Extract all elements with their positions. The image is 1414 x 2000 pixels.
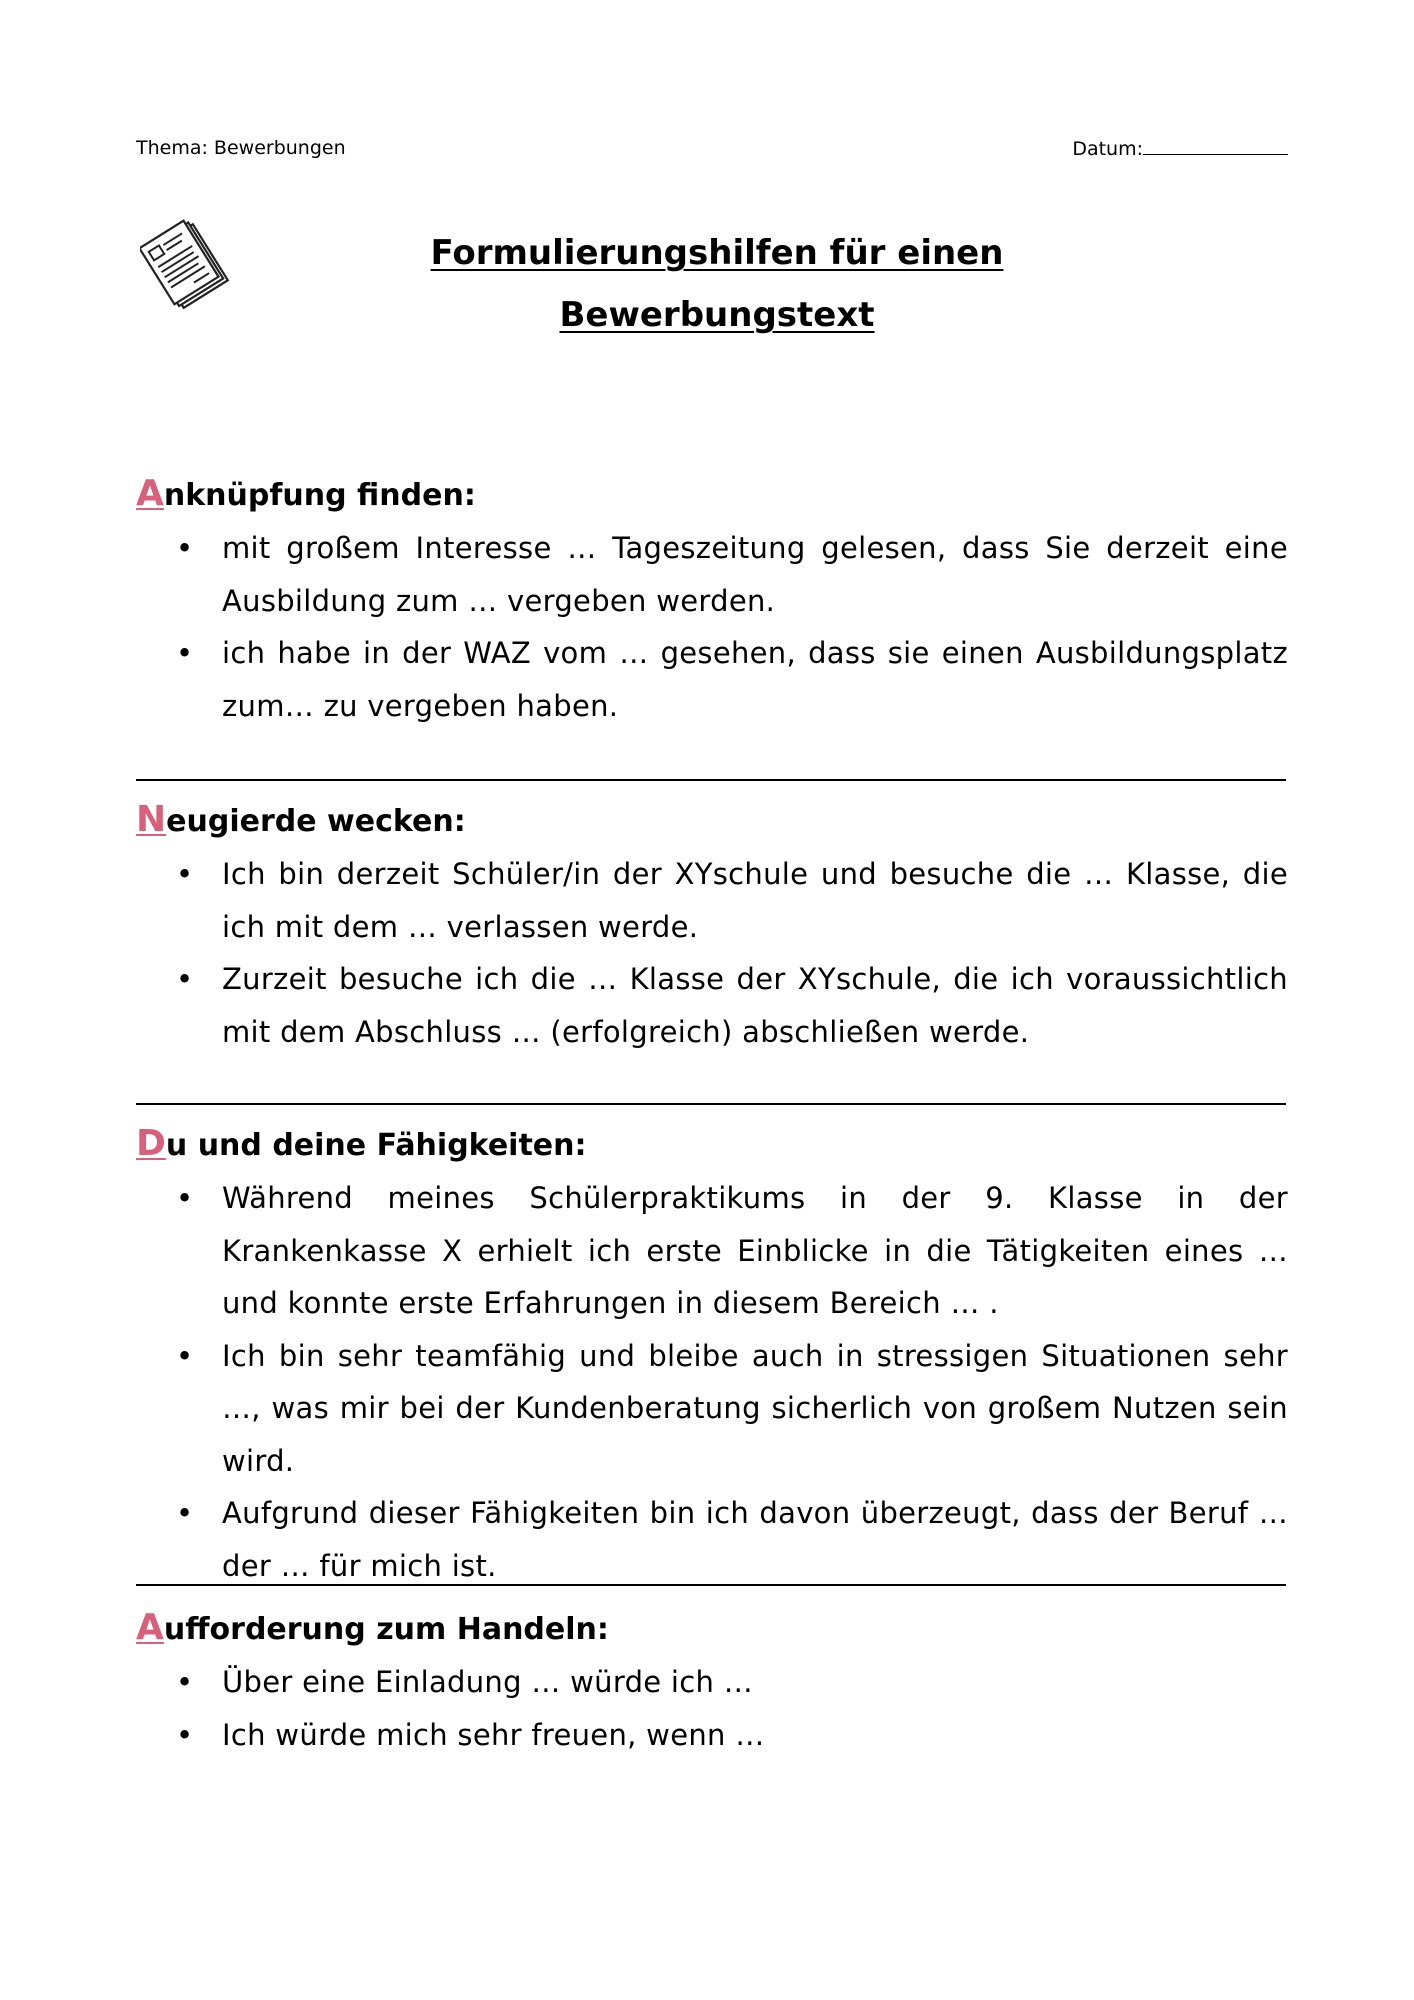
heading-initial: D <box>136 1123 166 1164</box>
section-heading <box>136 474 1288 516</box>
heading-text: u und deine Fähigkeiten: <box>165 1128 587 1163</box>
section-divider <box>136 1103 1286 1105</box>
section-anknuepfung <box>136 474 1288 732</box>
date-blank-line <box>1143 136 1288 155</box>
date-label: Datum: <box>1072 138 1143 160</box>
section-heading <box>136 1124 1288 1166</box>
phrase-list <box>136 848 1288 1058</box>
list-item: • Aufgrund dieser Fähigkeiten bin ich davon überzeugt, dass der Beruf … der … für mich ist. <box>136 1487 1288 1592</box>
section-neugierde <box>136 800 1288 1058</box>
list-item: • Ich bin sehr teamfähig und bleibe auch in stressigen Situationen sehr …, was mir bei der Kundenberatung sicherlich von großem Nutzen sein wird. <box>136 1330 1288 1488</box>
section-heading <box>136 800 1288 842</box>
section-faehigkeiten <box>136 1124 1288 1592</box>
phrase-list <box>136 1656 1288 1761</box>
section-aufforderung <box>136 1608 1288 1761</box>
topic-label: Thema: Bewerbungen <box>136 137 346 159</box>
documents-icon <box>140 210 240 320</box>
title-line-2: Bewerbungstext <box>559 295 875 335</box>
phrase-list <box>136 1172 1288 1592</box>
list-item: • mit großem Interesse … Tageszeitung gelesen, dass Sie derzeit eine Ausbildung zum … vergeben werden. <box>136 522 1288 627</box>
list-item: • Über eine Einladung … würde ich … <box>136 1656 1288 1709</box>
heading-initial: A <box>136 473 164 514</box>
title-line-1: Formulierungshilfen für einen <box>430 233 1004 273</box>
section-heading <box>136 1608 1288 1650</box>
list-item: • ich habe in der WAZ vom … gesehen, dass sie einen Ausbildungsplatz zum… zu vergeben haben. <box>136 627 1288 732</box>
list-item: • Ich würde mich sehr freuen, wenn … <box>136 1709 1288 1762</box>
list-item: • Zurzeit besuche ich die … Klasse der XYschule, die ich voraussichtlich mit dem Abschluss … (erfolgreich) abschließen werde. <box>136 953 1288 1058</box>
heading-text: nknüpfung finden: <box>163 478 476 513</box>
heading-initial: A <box>136 1607 164 1648</box>
heading-text: ufforderung zum Handeln: <box>163 1612 609 1647</box>
page-title <box>336 222 1098 346</box>
section-divider <box>136 1584 1286 1586</box>
heading-text: eugierde wecken: <box>166 804 466 839</box>
list-item: • Während meines Schülerpraktikums in der 9. Klasse in der Krankenkasse X erhielt ich erste Einblicke in die Tätigkeiten eines … und konnte erste Erfahrungen in diesem Bereich … . <box>136 1172 1288 1330</box>
section-divider <box>136 779 1286 781</box>
phrase-list <box>136 522 1288 732</box>
heading-initial: N <box>136 799 167 840</box>
list-item: • Ich bin derzeit Schüler/in der XYschule und besuche die … Klasse, die ich mit dem … verlassen werde. <box>136 848 1288 953</box>
date-field <box>1072 136 1288 161</box>
